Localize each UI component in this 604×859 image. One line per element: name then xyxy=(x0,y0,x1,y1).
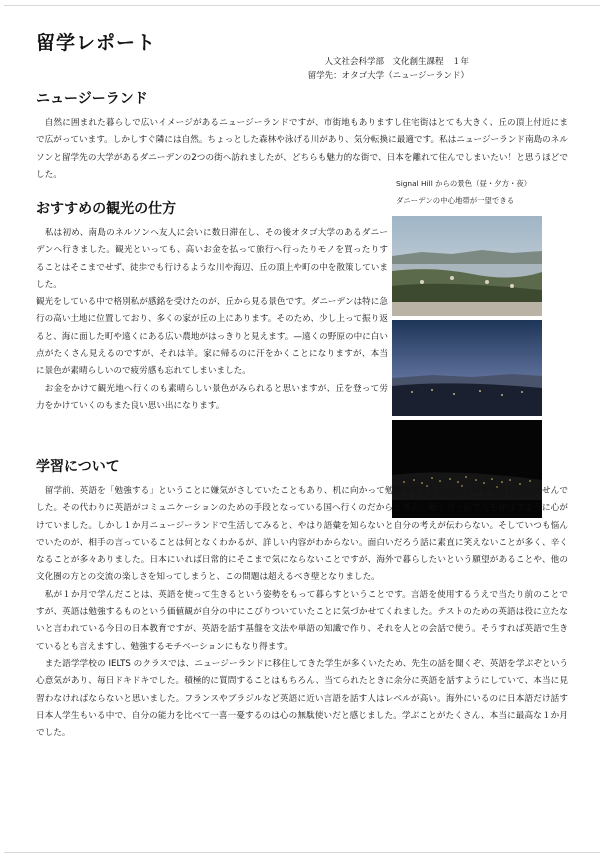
section-body-study: 留学前、英語を「勉強する」ということに嫌気がさしていたこともあり、机に向かって勉強をするということはあまりしていませんでした。その代わりに英語がコミュニケーションのための手段となっている国へ行くのだからと考え、聴く力・話す力を伸ばすように心がけていました。しかし１か月ニュージーランドで生活してみると、やはり語彙を知らないと自分の考えが伝わらない。そしていつも悩んでいたのが、相手の言っていることは何となくわかるが、詳しい内容がわからない。面白いだろう話に素直に笑えないことが多く、辛くなることが多々ありました。日本にいれば日常的にそこまで気にならないことですが、海外で暮らしたいという願望があることや、他の文化圏の方との交流の楽しさを知ってしまうと、この問題は超えるべき壁となりました。 私が１か月で学んだことは、英語を使って生きるという姿勢をもって暮らすということです。言語を使用するうえで当たり前のことですが、英語は勉強するものという価値観が自分の中にこびりついていたことに気づかせてくれました。テストのための英語は役に立たないと言われている今日の日本教育ですが、英語を話す基盤を文法や単語の知識で作り、それを人との会話で使う。そうすれば英語で生きているとも言えますし、勉強するモチベーションにもなり得ます。 また語学学校の IELTS のクラスでは、ニュージーランドに移住してきた学生が多くいたため、先生の話を聞くぞ、英語を学ぶぞという心意気があり、毎日ドキドキでした。積極的に質問することはもちろん、当てられたときに余分に英語を話すようにしていて、本当に見習わなければならないと思いました。フランスやブラジルなど英語に近い言語を話す人はレベルが高い。海外にいるのに日本語だけ話す日本人学生もいる中で、自分の能力を比べて一喜一憂するのは心の無駄使いだと感じました。学ぶことがたくさん、本当に最高な１か月でした。 xyxy=(36,486,568,739)
study-destination: 留学先：オタゴ大学（ニュージーランド） xyxy=(307,71,469,81)
section-heading-sightseeing: おすすめの観光の仕方 xyxy=(36,201,177,217)
section-body-sightseeing: 私は初め、南島のネルソンへ友人に会いに数日滞在し、その後オタゴ大学のあるダニーデンへ行きました。観光といっても、高いお金を払って旅行へ行ったりモノを買ったりすることはそこまでせず、徒歩でも行けるような川や海辺、丘の頂上や町の中を散策していました。 観光をしている中で格別私が感銘を受けたのが、丘から見る景色です。ダニーデンは特に急行の高い土地に位置しており、多くの家が丘の上にあります。そのため、少し上って振り返ると、海に面した町や遠くにある広い農地がはっきりと見えます。—遠くの野原の中に白い点がたくさん見えるのですが、それは羊。家に帰るのに汗をかくことになりますが、本当に景色が素晴らしいので疲労感も忘れてしまいました。 お金をかけて観光地へ行くのも素晴らしい景色がみられると思いますが、丘を登って労力をかけていくのもまた良い思い出になります。 xyxy=(36,228,388,411)
section-heading-study: 学習について xyxy=(36,459,120,475)
photo-caption-title: Signal Hill からの景色（昼・夕方・夜） xyxy=(396,179,532,188)
author-info xyxy=(308,55,469,83)
section-heading-new-zealand: ニュージーランド xyxy=(36,91,148,107)
top-divider xyxy=(4,5,600,6)
photo-day-view xyxy=(392,216,542,316)
page-title: 留学レポート xyxy=(36,32,157,54)
bottom-divider xyxy=(4,852,600,853)
photo-caption-subtitle: ダニーデンの中心地帯が一望できる xyxy=(396,196,515,205)
author-affiliation: 人文社会科学部 文化創生課程 １年 xyxy=(324,57,469,67)
photo-dusk-view xyxy=(392,320,542,416)
section-body-new-zealand: 自然に囲まれた暮らしで広いイメージがあるニュージーランドですが、市街地もありますし住宅街はとても大きく、丘の頂上付近にまで広がっています。しかしすぐ隣には自然。ちょっとした森林や泳げる川があり、気分転換に最適です。私はニュージーランド南島のネルソンと留学先の大学があるダニーデンの2つの街へ訪れましたが、どちらも魅力的な街で、日本を離れて住んでしまいたい！と思うほどでした。 xyxy=(36,118,568,180)
